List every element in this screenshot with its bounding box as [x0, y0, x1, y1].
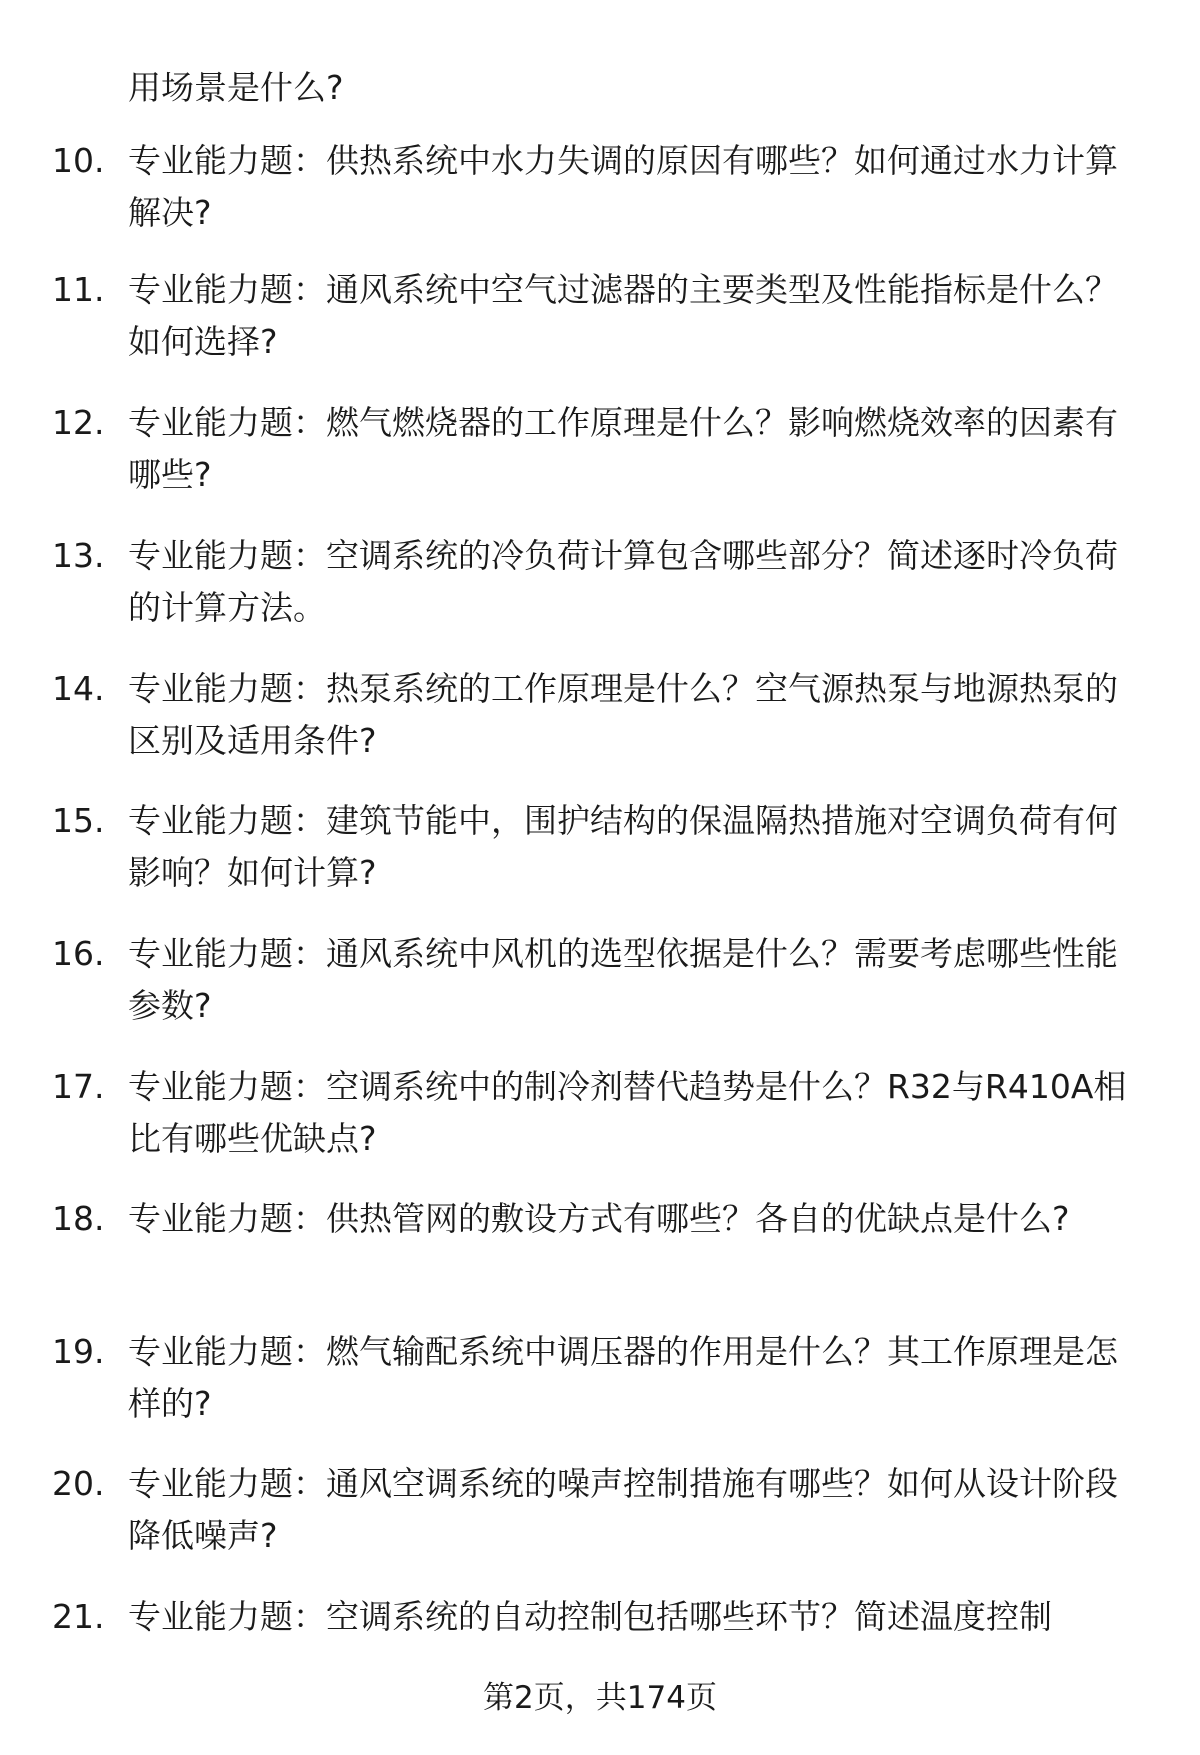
question-number: 11. — [52, 270, 105, 309]
question-text: 专业能力题：空调系统中的制冷剂替代趋势是什么？R32与R410A相比有哪些优缺点? — [128, 1067, 1127, 1158]
question-number: 15. — [52, 801, 105, 840]
question-text: 专业能力题：通风系统中风机的选型依据是什么？需要考虑哪些性能参数? — [128, 934, 1118, 1025]
question-number: 12. — [52, 403, 105, 442]
question-text: 专业能力题：供热系统中水力失调的原因有哪些？如何通过水力计算解决? — [128, 141, 1118, 232]
page-footer: 第2页，共174页 — [483, 1680, 717, 1716]
question-text: 专业能力题：燃气燃烧器的工作原理是什么？影响燃烧效率的因素有哪些? — [128, 403, 1118, 494]
question-number: 13. — [52, 536, 105, 575]
question-text: 专业能力题：空调系统的自动控制包括哪些环节？简述温度控制 — [128, 1597, 1052, 1636]
question-text: 专业能力题：通风空调系统的噪声控制措施有哪些？如何从设计阶段降低噪声? — [128, 1464, 1118, 1555]
question-text: 专业能力题：供热管网的敷设方式有哪些？各自的优缺点是什么? — [128, 1199, 1070, 1238]
question-text: 专业能力题：燃气输配系统中调压器的作用是什么？其工作原理是怎样的? — [128, 1332, 1118, 1423]
question-number: 20. — [52, 1464, 105, 1503]
question-text: 专业能力题：通风系统中空气过滤器的主要类型及性能指标是什么？如何选择? — [128, 270, 1118, 361]
question-number: 18. — [52, 1199, 105, 1238]
question-number: 14. — [52, 669, 105, 708]
question-number: 16. — [52, 934, 105, 973]
question-number: 10. — [52, 141, 105, 180]
question-number: 17. — [52, 1067, 105, 1106]
question-number: 19. — [52, 1332, 105, 1371]
question-text: 专业能力题：空调系统的冷负荷计算包含哪些部分？简述逐时冷负荷的计算方法。 — [128, 536, 1118, 627]
continuation-text: 用场景是什么? — [128, 68, 344, 107]
question-text: 专业能力题：热泵系统的工作原理是什么？空气源热泵与地源热泵的区别及适用条件? — [128, 669, 1118, 760]
question-text: 专业能力题：建筑节能中，围护结构的保温隔热措施对空调负荷有何影响？如何计算? — [128, 801, 1118, 892]
question-number: 21. — [52, 1597, 105, 1636]
